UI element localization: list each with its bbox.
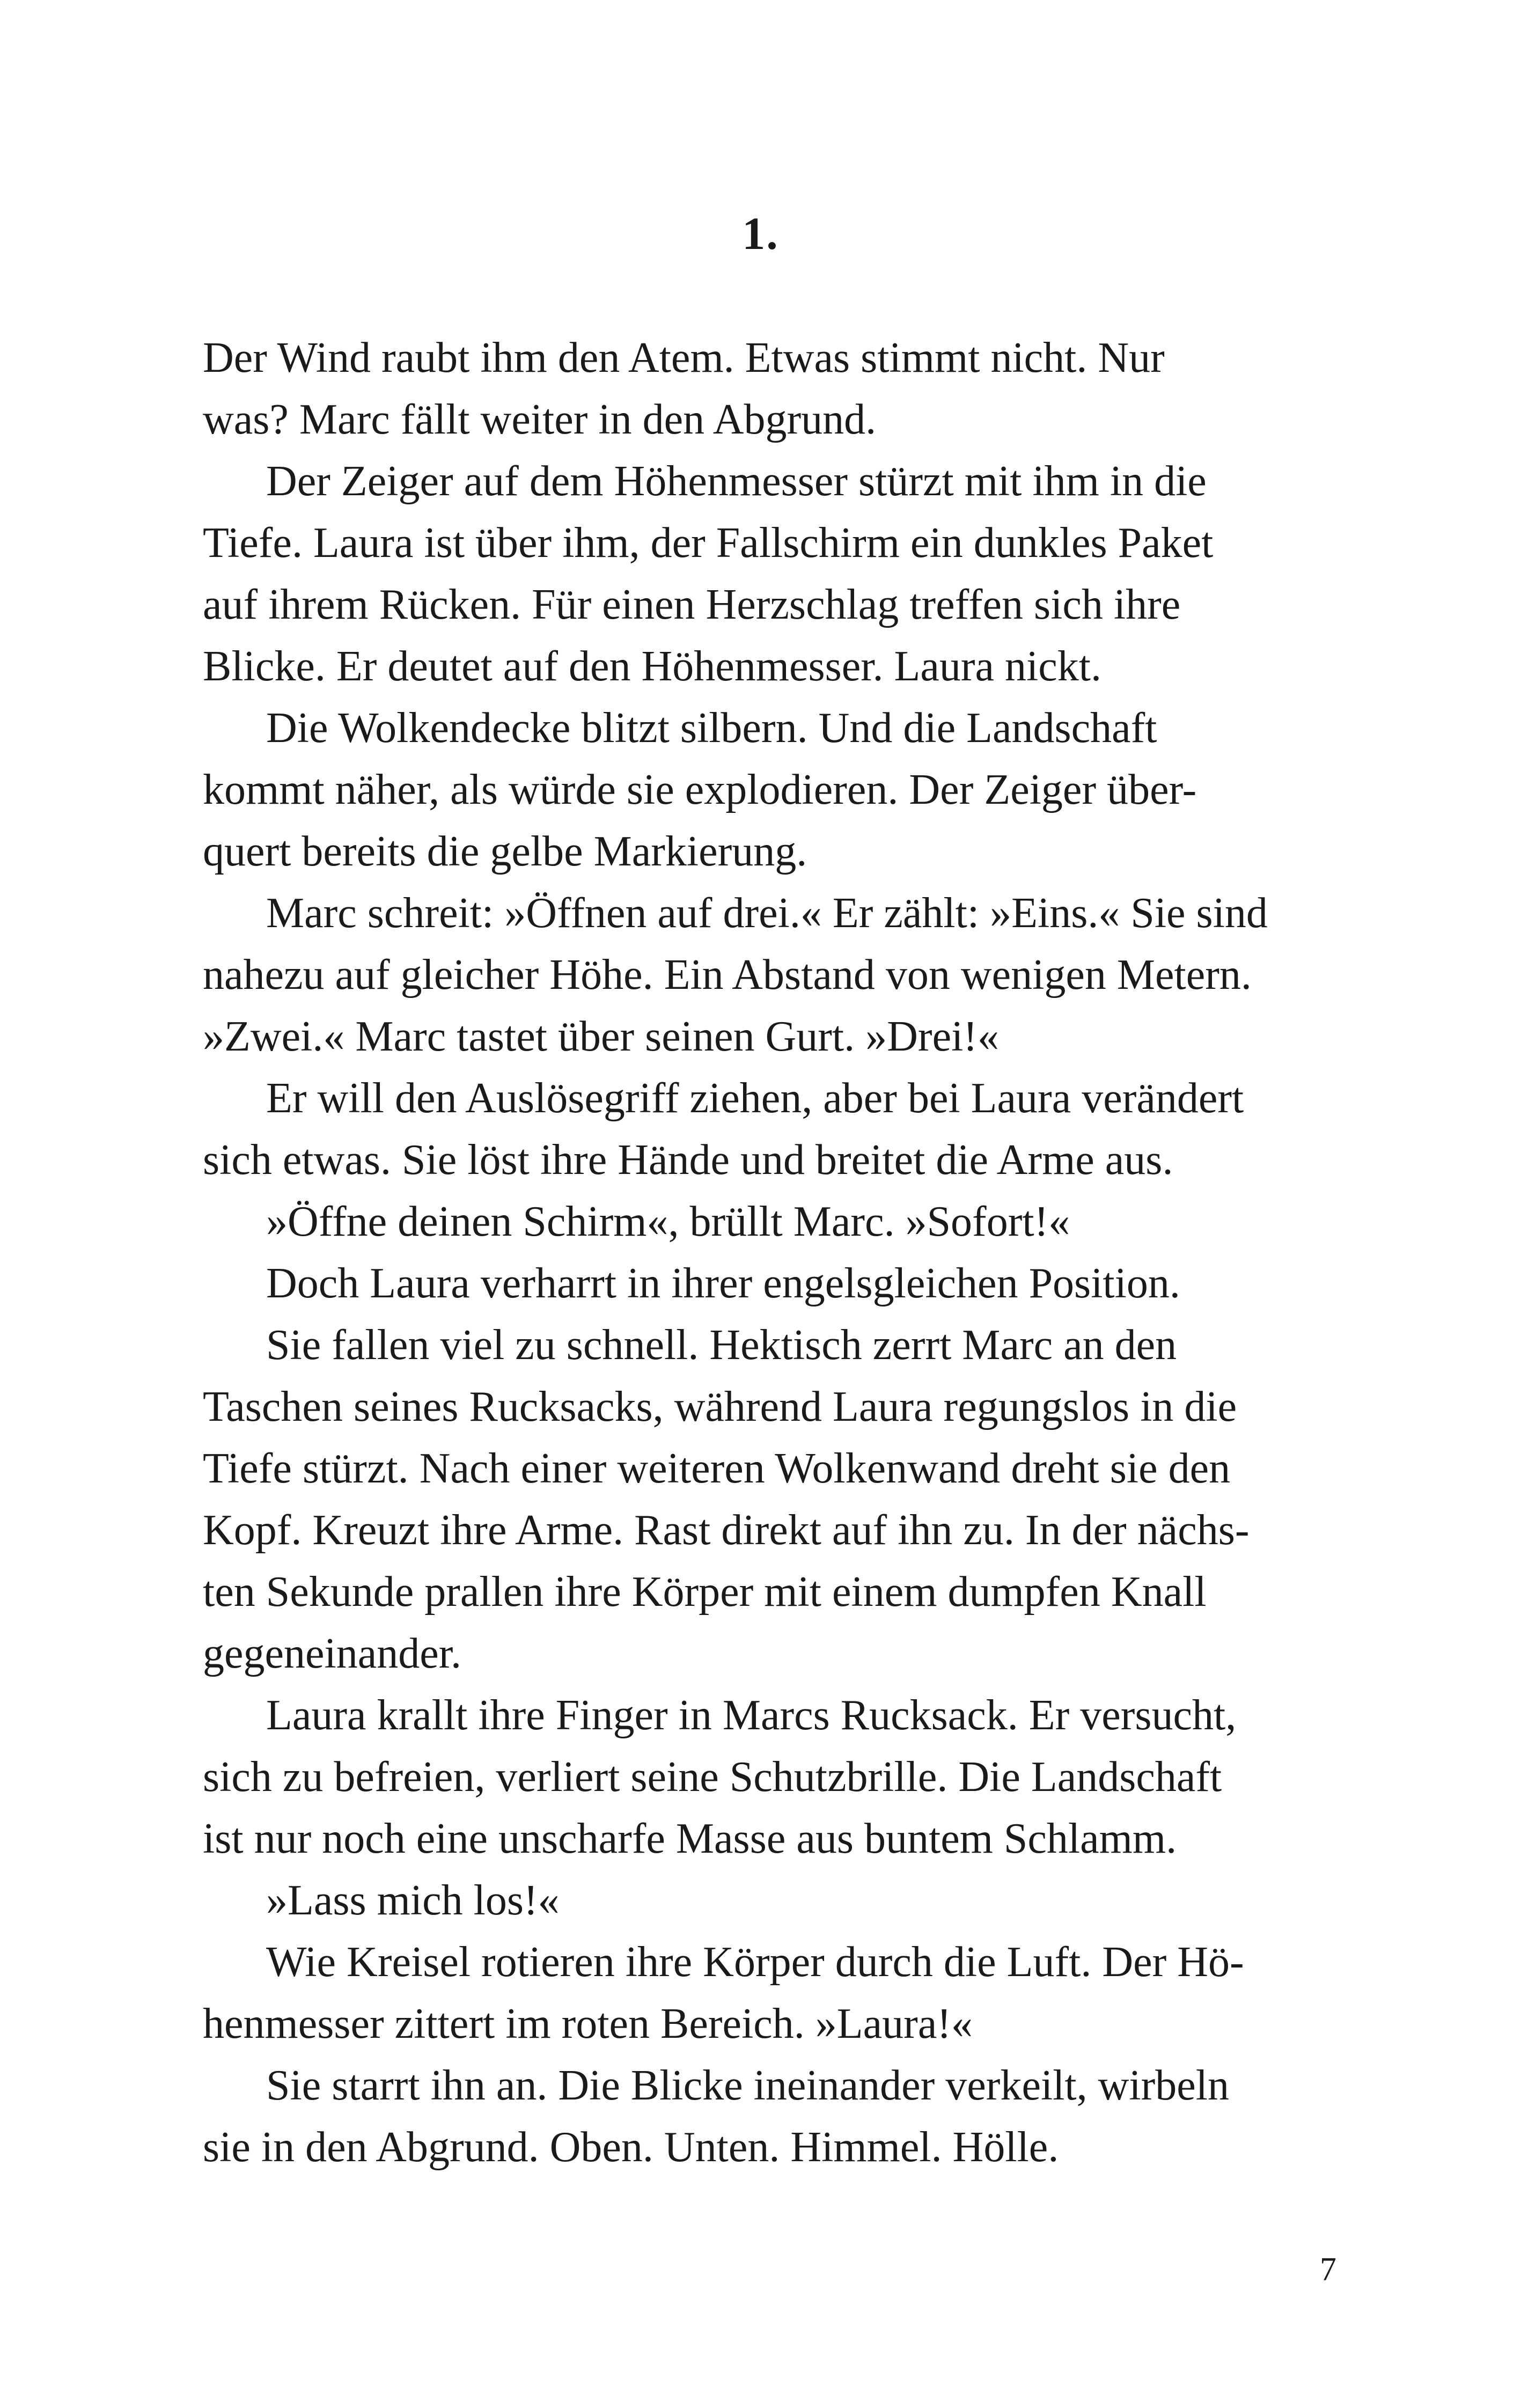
paragraph-first-line: Er will den Auslösegriff ziehen, aber bei Laura verändert bbox=[266, 1075, 1244, 1122]
text-line: nahezu auf gleicher Höhe. Ein Abstand von wenigen Metern. bbox=[203, 951, 1252, 999]
paragraph-first-line: »Öffne deinen Schirm«, brüllt Marc. »Sofort!« bbox=[266, 1198, 1070, 1245]
text-line: Tiefe. Laura ist über ihm, der Fallschirm ein dunkles Paket bbox=[203, 519, 1214, 567]
page-number: 7 bbox=[1320, 2251, 1336, 2288]
text-line: was? Marc fällt weiter in den Abgrund. bbox=[203, 396, 877, 443]
paragraph-first-line: »Lass mich los!« bbox=[266, 1877, 560, 1924]
text-line: ist nur noch eine unscharfe Masse aus buntem Schlamm. bbox=[203, 1815, 1177, 1862]
text-line: Kopf. Kreuzt ihre Arme. Rast direkt auf ihn zu. In der nächs- bbox=[203, 1507, 1250, 1554]
text-line: auf ihrem Rücken. Für einen Herzschlag treffen sich ihre bbox=[203, 581, 1181, 628]
text-line: sich zu befreien, verliert seine Schutzbrille. Die Landschaft bbox=[203, 1753, 1222, 1801]
paragraph-first-line: Laura krallt ihre Finger in Marcs Rucksack. Er versucht, bbox=[266, 1692, 1237, 1739]
paragraph-first-line: Wie Kreisel rotieren ihre Körper durch die Luft. Der Hö- bbox=[266, 1939, 1244, 1986]
text-line: Tiefe stürzt. Nach einer weiteren Wolkenwand dreht sie den bbox=[203, 1445, 1231, 1492]
text-line: »Zwei.« Marc tastet über seinen Gurt. »Drei!« bbox=[203, 1013, 999, 1060]
paragraph-first-line: Der Zeiger auf dem Höhenmesser stürzt mit ihm in die bbox=[266, 458, 1207, 505]
paragraph-first-line: Doch Laura verharrt in ihrer engelsgleichen Position. bbox=[266, 1260, 1180, 1307]
text-line: sich etwas. Sie löst ihre Hände und breitet die Arme aus. bbox=[203, 1136, 1173, 1184]
text-line: Taschen seines Rucksacks, während Laura regungslos in die bbox=[203, 1383, 1237, 1430]
text-line: henmesser zittert im roten Bereich. »Laura!« bbox=[203, 2000, 973, 2047]
paragraph-first-line: Marc schreit: »Öffnen auf drei.« Er zählt: »Eins.« Sie sind bbox=[266, 890, 1268, 937]
chapter-number: 1. bbox=[742, 208, 779, 259]
text-line: ten Sekunde prallen ihre Körper mit einem dumpfen Knall bbox=[203, 1568, 1207, 1616]
text-line: sie in den Abgrund. Oben. Unten. Himmel. Hölle. bbox=[203, 2124, 1059, 2171]
paragraph-first-line: Die Wolkendecke blitzt silbern. Und die Landschaft bbox=[266, 704, 1157, 752]
text-line: kommt näher, als würde sie explodieren. Der Zeiger über- bbox=[203, 766, 1197, 813]
text-line: gegeneinander. bbox=[203, 1630, 461, 1677]
text-line: quert bereits die gelbe Markierung. bbox=[203, 828, 807, 875]
paragraph-first-line: Sie fallen viel zu schnell. Hektisch zerrt Marc an den bbox=[266, 1322, 1177, 1369]
text-line: Blicke. Er deutet auf den Höhenmesser. Laura nickt. bbox=[203, 643, 1101, 690]
paragraph-first-line: Sie starrt ihn an. Die Blicke ineinander verkeilt, wirbeln bbox=[266, 2062, 1229, 2109]
text-line: Der Wind raubt ihm den Atem. Etwas stimmt nicht. Nur bbox=[203, 334, 1165, 381]
body-text bbox=[203, 327, 1357, 2178]
